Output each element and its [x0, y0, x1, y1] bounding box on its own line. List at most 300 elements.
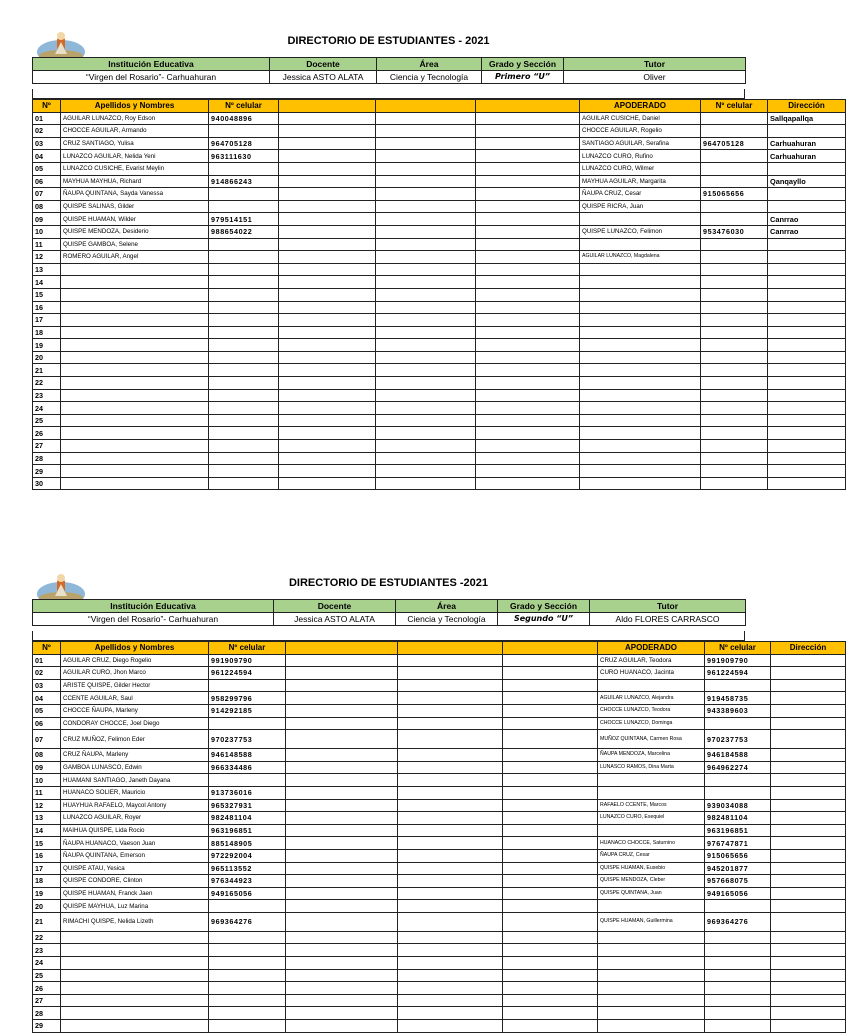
student-row [33, 887, 846, 900]
guardian-name: CURO HUANACO, Jacinta [598, 667, 705, 680]
address [771, 887, 846, 900]
student-row [33, 389, 846, 402]
address [771, 704, 846, 717]
blank-cell [279, 213, 376, 226]
student-row [33, 137, 846, 150]
col-num-header: Nº [33, 100, 61, 113]
blank-cell [376, 112, 476, 125]
blank-cell [476, 477, 580, 490]
student-row [33, 667, 846, 680]
row-number: 20 [33, 900, 61, 913]
blank-cell [286, 679, 398, 692]
blank-cell [398, 837, 503, 850]
blank-cell [279, 225, 376, 238]
student-name: ÑAUPA QUINTANA, Emerson [61, 849, 209, 862]
guardian-name [580, 440, 701, 453]
student-row [33, 837, 846, 850]
address [771, 957, 846, 970]
student-name [61, 263, 209, 276]
students-table [32, 641, 846, 1033]
guardian-name: CHOCCE LUNAZCO, Dominga [598, 717, 705, 730]
guardian-phone [701, 251, 768, 264]
student-phone [209, 339, 279, 352]
student-row [33, 862, 846, 875]
guardian-phone: 957668075 [705, 875, 771, 888]
student-row [33, 465, 846, 478]
student-row [33, 402, 846, 415]
student-phone: 940048896 [209, 112, 279, 125]
student-name [61, 1020, 209, 1033]
guardian-phone [705, 969, 771, 982]
label-area: Área [396, 600, 498, 613]
blank-cell [398, 969, 503, 982]
student-row [33, 730, 846, 749]
blank-cell [503, 887, 598, 900]
guardian-name: MUÑOZ QUINTANA, Carmen Rosa [598, 730, 705, 749]
blank-cell [503, 837, 598, 850]
value-docente: Jessica ASTO ALATA [270, 71, 377, 84]
blank-cell [279, 238, 376, 251]
student-row [33, 238, 846, 251]
blank-cell [398, 679, 503, 692]
guardian-name: QUISPE QUINTANA, Juan [598, 887, 705, 900]
blank-cell [376, 339, 476, 352]
blank-cell [503, 761, 598, 774]
student-phone: 885148905 [209, 837, 286, 850]
student-phone [209, 288, 279, 301]
address [768, 402, 846, 415]
blank-cell [503, 875, 598, 888]
student-name: LUNAZCO AGUILAR, Royer [61, 812, 209, 825]
student-name: MAIHUA QUISPE, Lida Rocio [61, 824, 209, 837]
guardian-name [580, 339, 701, 352]
guardian-name [580, 465, 701, 478]
label-tutor: Tutor [564, 58, 746, 71]
row-number: 29 [33, 465, 61, 478]
address [768, 162, 846, 175]
student-name: CRUZ SANTIAGO, Yulisa [61, 137, 209, 150]
student-name: HUAYHUA RAFAELO, Maycol Antony [61, 799, 209, 812]
guardian-name [598, 774, 705, 787]
blank-cell [286, 774, 398, 787]
blank-cell [376, 263, 476, 276]
blank-cell [398, 900, 503, 913]
address [768, 125, 846, 138]
student-name [61, 957, 209, 970]
blank-cell [376, 150, 476, 163]
student-row [33, 849, 846, 862]
blank-cell [376, 314, 476, 327]
row-number: 02 [33, 125, 61, 138]
blank-cell [398, 799, 503, 812]
blank-cell [279, 377, 376, 390]
blank-cell [398, 887, 503, 900]
blank-cell [398, 717, 503, 730]
student-name [61, 477, 209, 490]
address [771, 812, 846, 825]
row-number: 18 [33, 875, 61, 888]
blank-cell [376, 326, 476, 339]
guardian-phone: 970237753 [705, 730, 771, 749]
row-number: 05 [33, 704, 61, 717]
guardian-phone [705, 786, 771, 799]
blank-cell [503, 1020, 598, 1033]
col-celular-header: Nº celular [209, 642, 286, 655]
guardian-phone [701, 389, 768, 402]
blank-cell [476, 301, 580, 314]
address [771, 862, 846, 875]
blank-cell [503, 799, 598, 812]
students-table [32, 99, 846, 490]
row-number: 28 [33, 452, 61, 465]
directory-title: DIRECTORIO DE ESTUDIANTES -2021 [288, 577, 489, 589]
guardian-name: CRUZ AGUILAR, Teodora [598, 654, 705, 667]
blank-cell [286, 761, 398, 774]
guardian-name [598, 931, 705, 944]
student-row [33, 774, 846, 787]
guardian-phone [705, 994, 771, 1007]
blank-cell [376, 125, 476, 138]
guardian-name [598, 957, 705, 970]
student-phone [209, 389, 279, 402]
student-row [33, 288, 846, 301]
value-area: Ciencia y Tecnología [377, 71, 482, 84]
guardian-phone: 964962274 [705, 761, 771, 774]
blank-cell [286, 1007, 398, 1020]
student-row [33, 875, 846, 888]
row-number: 10 [33, 774, 61, 787]
student-name [61, 440, 209, 453]
blank-cell [476, 137, 580, 150]
address [771, 786, 846, 799]
blank-cell [286, 730, 398, 749]
student-row [33, 692, 846, 705]
blank-cell [376, 251, 476, 264]
student-name: RIMACHI QUISPE, Nelida Lizeth [61, 912, 209, 931]
blank-cell [503, 969, 598, 982]
guardian-name [598, 786, 705, 799]
blank-cell [398, 786, 503, 799]
student-name [61, 301, 209, 314]
blank-cell [376, 440, 476, 453]
blank-cell [398, 849, 503, 862]
row-number: 21 [33, 364, 61, 377]
address: Canrrao [768, 213, 846, 226]
blank-cell [279, 326, 376, 339]
guardian-phone [701, 314, 768, 327]
row-number: 20 [33, 351, 61, 364]
guardian-phone [701, 427, 768, 440]
blank-cell [503, 849, 598, 862]
address [771, 969, 846, 982]
blank-cell [476, 238, 580, 251]
student-name: LUNAZCO AGUILAR, Nelida Yeni [61, 150, 209, 163]
student-name: CCENTE AGUILAR, Saul [61, 692, 209, 705]
student-name: QUISPE GAMBOA, Selene [61, 238, 209, 251]
blank-cell [476, 112, 580, 125]
student-name: QUISPE MAYHUA, Luz Marina [61, 900, 209, 913]
blank-cell [398, 957, 503, 970]
value-institucion: “Virgen del Rosario”- Carhuahuran [33, 71, 270, 84]
blank-cell [376, 427, 476, 440]
student-name [61, 931, 209, 944]
blank-cell [476, 200, 580, 213]
student-name: AGUILAR LUNAZCO, Roy Edson [61, 112, 209, 125]
blank-cell [279, 175, 376, 188]
row-number: 11 [33, 786, 61, 799]
label-docente: Docente [274, 600, 396, 613]
student-phone: 982481104 [209, 812, 286, 825]
guardian-phone: 915065656 [705, 849, 771, 862]
student-name: AGUILAR CRUZ, Diego Rogelio [61, 654, 209, 667]
row-number: 23 [33, 944, 61, 957]
guardian-name: AGUILAR CUSICHE, Daniel [580, 112, 701, 125]
guardian-name [580, 276, 701, 289]
blank-cell [503, 704, 598, 717]
student-row [33, 786, 846, 799]
guardian-name [580, 452, 701, 465]
guardian-name [598, 1020, 705, 1033]
blank-cell [398, 774, 503, 787]
guardian-name: LUNAZCO CURO, Rufino [580, 150, 701, 163]
blank-cell [503, 692, 598, 705]
row-number: 15 [33, 837, 61, 850]
guardian-phone: 943389603 [705, 704, 771, 717]
student-phone [209, 276, 279, 289]
student-row [33, 339, 846, 352]
address [768, 377, 846, 390]
student-phone [209, 1007, 286, 1020]
col-blank-3-header [503, 642, 598, 655]
blank-cell [279, 314, 376, 327]
blank-cell [376, 213, 476, 226]
student-phone [209, 1020, 286, 1033]
blank-cell [398, 749, 503, 762]
student-name: QUISPE HUAMAN, Wilder [61, 213, 209, 226]
student-name [61, 377, 209, 390]
blank-cell [476, 288, 580, 301]
guardian-phone [701, 326, 768, 339]
student-row [33, 414, 846, 427]
blank-cell [476, 225, 580, 238]
blank-cell [398, 982, 503, 995]
value-tutor: Aldo FLORES CARRASCO [590, 613, 746, 626]
blank-cell [476, 162, 580, 175]
col-blank-1-header [279, 100, 376, 113]
student-row [33, 982, 846, 995]
blank-cell [476, 188, 580, 201]
course-header-table [32, 57, 746, 84]
col-apoderado-header: APODERADO [598, 642, 705, 655]
student-row [33, 931, 846, 944]
row-number: 25 [33, 414, 61, 427]
blank-cell [286, 749, 398, 762]
student-row [33, 301, 846, 314]
guardian-phone [705, 931, 771, 944]
student-name [61, 414, 209, 427]
blank-cell [476, 263, 580, 276]
guardian-phone [701, 288, 768, 301]
blank-cell [279, 389, 376, 402]
guardian-name [598, 679, 705, 692]
student-phone [209, 440, 279, 453]
guardian-name [598, 944, 705, 957]
blank-cell [286, 944, 398, 957]
student-name [61, 969, 209, 982]
header-spacer [32, 631, 745, 641]
student-row [33, 188, 846, 201]
address [771, 730, 846, 749]
student-phone [209, 314, 279, 327]
guardian-name: QUISPE LUNAZCO, Felimon [580, 225, 701, 238]
student-name: MAYHUA MAYHUA, Richard [61, 175, 209, 188]
guardian-phone [705, 679, 771, 692]
student-row [33, 427, 846, 440]
student-phone: 988654022 [209, 225, 279, 238]
student-phone [209, 351, 279, 364]
row-number: 13 [33, 263, 61, 276]
blank-cell [398, 875, 503, 888]
student-row [33, 162, 846, 175]
student-phone: 965113552 [209, 862, 286, 875]
blank-cell [286, 654, 398, 667]
blank-cell [476, 276, 580, 289]
row-number: 24 [33, 957, 61, 970]
address: Sallqapallqa [768, 112, 846, 125]
guardian-name [580, 301, 701, 314]
blank-cell [286, 900, 398, 913]
student-phone [209, 900, 286, 913]
blank-cell [476, 389, 580, 402]
row-number: 15 [33, 288, 61, 301]
blank-cell [286, 957, 398, 970]
blank-cell [279, 162, 376, 175]
student-phone: 914866243 [209, 175, 279, 188]
blank-cell [476, 414, 580, 427]
blank-cell [279, 288, 376, 301]
student-name [61, 944, 209, 957]
student-name: HUANACO SOLIER, Mauricio [61, 786, 209, 799]
student-name [61, 1007, 209, 1020]
blank-cell [376, 162, 476, 175]
blank-cell [476, 440, 580, 453]
student-name: CHOCCE AGUILAR, Armando [61, 125, 209, 138]
blank-cell [279, 364, 376, 377]
student-name: QUISPE ATAU, Yesica [61, 862, 209, 875]
guardian-phone [701, 238, 768, 251]
address [771, 679, 846, 692]
blank-cell [376, 188, 476, 201]
guardian-phone: 991909790 [705, 654, 771, 667]
blank-cell [476, 251, 580, 264]
address: Carhuahuran [768, 137, 846, 150]
row-number: 05 [33, 162, 61, 175]
address [768, 465, 846, 478]
guardian-phone [701, 414, 768, 427]
guardian-name [580, 427, 701, 440]
student-name: ARISTE QUISPE, Gilder Hector [61, 679, 209, 692]
student-name: QUISPE CONDORE, Clinton [61, 875, 209, 888]
blank-cell [279, 351, 376, 364]
blank-cell [503, 912, 598, 931]
blank-cell [286, 824, 398, 837]
student-name: QUISPE MENDOZA, Desiderio [61, 225, 209, 238]
guardian-phone [701, 452, 768, 465]
address [768, 326, 846, 339]
guardian-phone [705, 774, 771, 787]
row-number: 21 [33, 912, 61, 931]
guardian-phone: 964705128 [701, 137, 768, 150]
student-row [33, 125, 846, 138]
student-name [61, 994, 209, 1007]
guardian-name [580, 314, 701, 327]
row-number: 07 [33, 730, 61, 749]
blank-cell [476, 364, 580, 377]
address [771, 944, 846, 957]
address [771, 849, 846, 862]
student-row [33, 150, 846, 163]
student-row [33, 263, 846, 276]
student-name [61, 326, 209, 339]
blank-cell [398, 667, 503, 680]
guardian-phone: 961224594 [705, 667, 771, 680]
guardian-phone [701, 213, 768, 226]
guardian-phone: 982481104 [705, 812, 771, 825]
address [768, 351, 846, 364]
guardian-phone [701, 465, 768, 478]
blank-cell [503, 786, 598, 799]
student-phone [209, 301, 279, 314]
blank-cell [376, 175, 476, 188]
row-number: 19 [33, 887, 61, 900]
blank-cell [503, 730, 598, 749]
guardian-phone [701, 351, 768, 364]
guardian-name [598, 824, 705, 837]
row-number: 01 [33, 112, 61, 125]
guardian-phone: 915065656 [701, 188, 768, 201]
guardian-name [580, 364, 701, 377]
address [768, 339, 846, 352]
column-header-row [33, 642, 846, 655]
address [771, 875, 846, 888]
student-name: HUAMANI SANTIAGO, Janeth Dayana [61, 774, 209, 787]
student-phone: 970237753 [209, 730, 286, 749]
blank-cell [503, 862, 598, 875]
guardian-name [580, 389, 701, 402]
blank-cell [279, 440, 376, 453]
student-phone [209, 717, 286, 730]
student-phone: 965327931 [209, 799, 286, 812]
address [771, 931, 846, 944]
student-phone [209, 251, 279, 264]
student-row [33, 213, 846, 226]
address [771, 667, 846, 680]
row-number: 22 [33, 377, 61, 390]
guardian-phone [701, 150, 768, 163]
row-number: 22 [33, 931, 61, 944]
row-number: 27 [33, 440, 61, 453]
student-row [33, 175, 846, 188]
blank-cell [503, 982, 598, 995]
blank-cell [279, 137, 376, 150]
blank-cell [286, 692, 398, 705]
blank-cell [398, 692, 503, 705]
guardian-name: ÑAUPA CRUZ, Cesar [598, 849, 705, 862]
row-number: 17 [33, 314, 61, 327]
blank-cell [376, 225, 476, 238]
student-name: CONDORAY CHOCCE, Joel Diego [61, 717, 209, 730]
address [771, 774, 846, 787]
